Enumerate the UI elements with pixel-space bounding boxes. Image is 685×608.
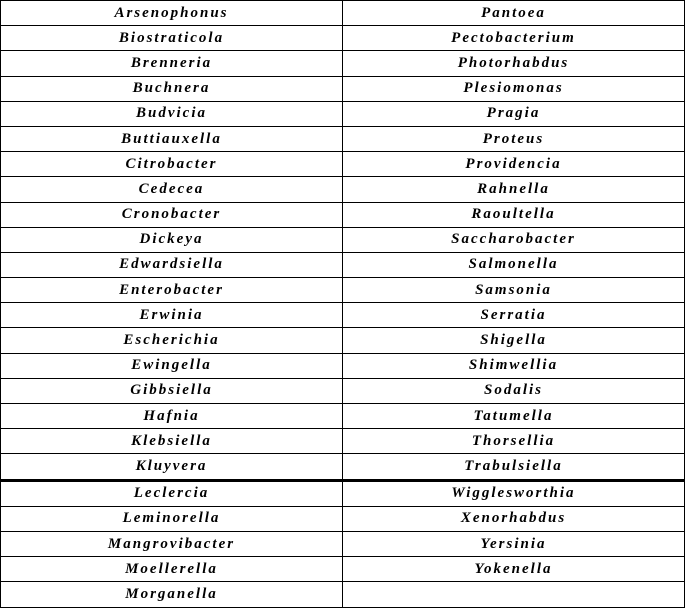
genus-cell-right: Providencia	[343, 152, 685, 177]
genus-cell-left: Klebsiella	[1, 429, 343, 454]
genus-cell-right: Serratia	[343, 303, 685, 328]
table-row	[1, 557, 685, 582]
table-row	[1, 227, 685, 252]
genus-cell-right: Proteus	[343, 126, 685, 151]
genus-cell-right: Sodalis	[343, 378, 685, 403]
table-row	[1, 126, 685, 151]
genus-cell-right	[343, 582, 685, 607]
genus-cell-left: Gibbsiella	[1, 378, 343, 403]
table-row	[1, 404, 685, 429]
table-row	[1, 328, 685, 353]
genus-table-body	[1, 1, 685, 608]
genus-cell-right: Photorhabdus	[343, 51, 685, 76]
genus-cell-right: Yokenella	[343, 557, 685, 582]
genus-cell-left: Buchnera	[1, 76, 343, 101]
genus-cell-left: Morganella	[1, 582, 343, 607]
genus-cell-right: Shigella	[343, 328, 685, 353]
table-row	[1, 278, 685, 303]
genus-cell-left: Citrobacter	[1, 152, 343, 177]
table-row	[1, 152, 685, 177]
table-row	[1, 506, 685, 531]
genus-cell-left: Arsenophonus	[1, 1, 343, 26]
genus-cell-right: Salmonella	[343, 252, 685, 277]
table-row	[1, 480, 685, 506]
table-row	[1, 531, 685, 556]
table-row	[1, 202, 685, 227]
table-row	[1, 378, 685, 403]
table-row	[1, 1, 685, 26]
genus-cell-right: Xenorhabdus	[343, 506, 685, 531]
genus-cell-right: Pantoea	[343, 1, 685, 26]
genus-cell-left: Cronobacter	[1, 202, 343, 227]
table-row	[1, 582, 685, 607]
genus-cell-left: Leminorella	[1, 506, 343, 531]
table-row	[1, 303, 685, 328]
genus-cell-right: Pectobacterium	[343, 26, 685, 51]
table-row	[1, 101, 685, 126]
genus-cell-left: Enterobacter	[1, 278, 343, 303]
genus-cell-right: Raoultella	[343, 202, 685, 227]
genus-cell-left: Buttiauxella	[1, 126, 343, 151]
table-row	[1, 76, 685, 101]
genus-cell-left: Leclercia	[1, 480, 343, 506]
genus-cell-right: Plesiomonas	[343, 76, 685, 101]
table-row	[1, 177, 685, 202]
genus-cell-left: Dickeya	[1, 227, 343, 252]
table-row	[1, 353, 685, 378]
genus-cell-right: Wigglesworthia	[343, 480, 685, 506]
table-row	[1, 429, 685, 454]
genus-cell-right: Shimwellia	[343, 353, 685, 378]
table-row	[1, 454, 685, 480]
genus-cell-left: Mangrovibacter	[1, 531, 343, 556]
genus-cell-left: Moellerella	[1, 557, 343, 582]
genus-cell-right: Tatumella	[343, 404, 685, 429]
genus-cell-left: Edwardsiella	[1, 252, 343, 277]
table-row	[1, 26, 685, 51]
genus-cell-right: Yersinia	[343, 531, 685, 556]
genus-cell-right: Trabulsiella	[343, 454, 685, 480]
genus-cell-left: Biostraticola	[1, 26, 343, 51]
genus-cell-left: Erwinia	[1, 303, 343, 328]
genus-cell-right: Thorsellia	[343, 429, 685, 454]
genus-cell-left: Budvicia	[1, 101, 343, 126]
genus-cell-right: Samsonia	[343, 278, 685, 303]
genus-cell-left: Hafnia	[1, 404, 343, 429]
genus-cell-right: Rahnella	[343, 177, 685, 202]
genus-cell-right: Saccharobacter	[343, 227, 685, 252]
genus-cell-left: Brenneria	[1, 51, 343, 76]
genus-cell-left: Ewingella	[1, 353, 343, 378]
genus-cell-left: Cedecea	[1, 177, 343, 202]
genus-cell-left: Kluyvera	[1, 454, 343, 480]
genus-cell-right: Pragia	[343, 101, 685, 126]
table-row	[1, 252, 685, 277]
table-row	[1, 51, 685, 76]
genus-cell-left: Escherichia	[1, 328, 343, 353]
